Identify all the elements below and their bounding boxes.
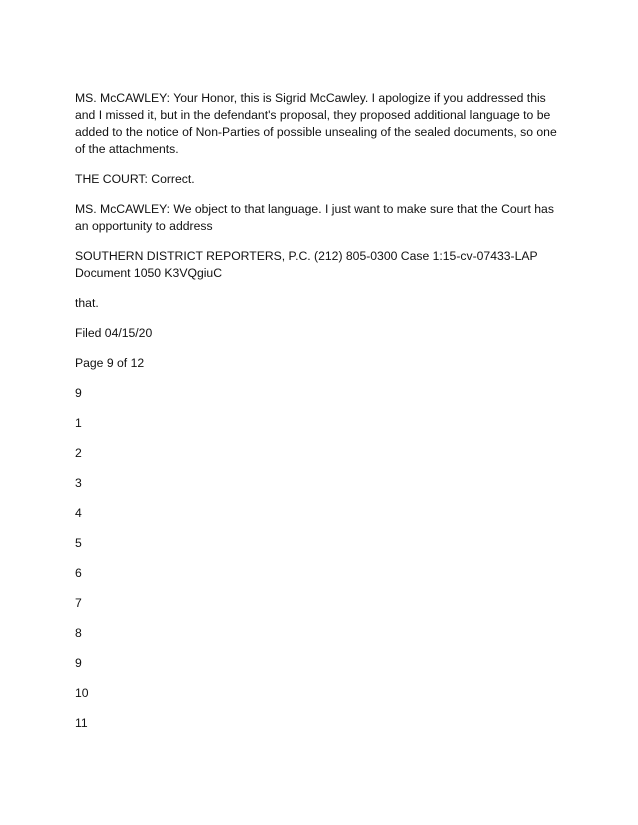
line-number: 6 (75, 566, 82, 580)
paragraph-continuation: that. (75, 296, 99, 310)
page-indicator: Page 9 of 12 (75, 356, 145, 370)
line-number: 2 (75, 446, 82, 460)
paragraph-mccawley-2: MS. McCAWLEY: We object to that language. I just want to make sure that the Court has an opportunity to address (75, 202, 554, 233)
paragraph-reporter-header: SOUTHERN DISTRICT REPORTERS, P.C. (212) 805-0300 Case 1:15-cv-07433-LAP Document 1050 K3VQgiuC (75, 249, 538, 280)
line-number: 10 (75, 686, 89, 700)
paragraph-mccawley-1: MS. McCAWLEY: Your Honor, this is Sigrid McCawley. I apologize if you addressed this and I missed it, but in the defendant's proposal, they proposed additional language to be added to the notice of Non-Parties of possible unsealing of the sealed documents, so one of the attachments. (75, 91, 557, 156)
paragraph-court: THE COURT: Correct. (75, 172, 195, 186)
line-number: 1 (75, 416, 82, 430)
line-number: 8 (75, 626, 82, 640)
line-number: 4 (75, 506, 82, 520)
filed-date: Filed 04/15/20 (75, 326, 153, 340)
document-page (75, 90, 565, 745)
line-number: 5 (75, 536, 82, 550)
line-number: 7 (75, 596, 82, 610)
line-number: 9 (75, 656, 82, 670)
line-number: 3 (75, 476, 82, 490)
line-number: 11 (75, 716, 88, 730)
line-number: 9 (75, 386, 82, 400)
